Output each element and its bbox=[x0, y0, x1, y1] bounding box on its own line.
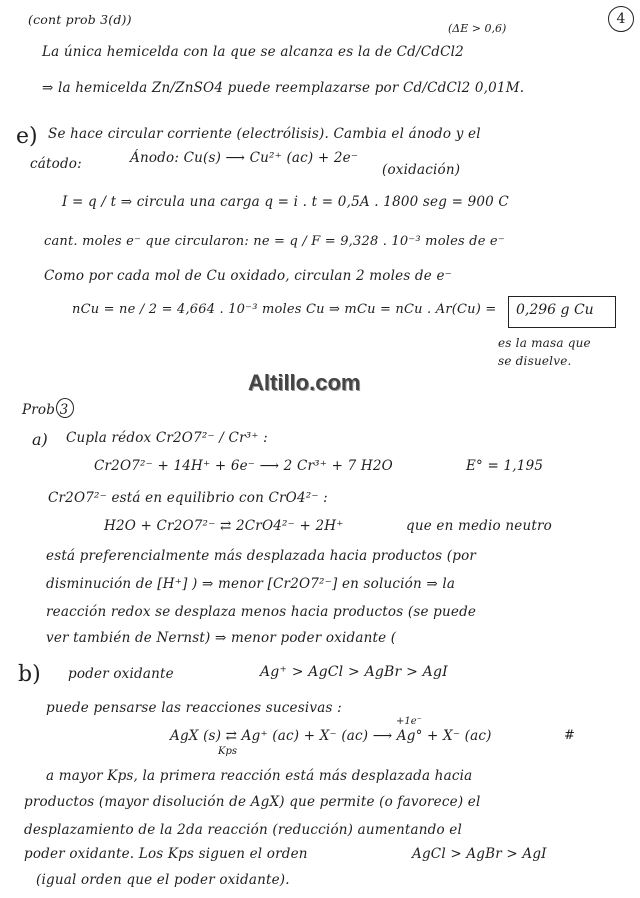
electron-moles-calculation: cant. moles e⁻ que circularon: ne = q / F = 9,328 . 10⁻³ moles de e⁻ bbox=[44, 234, 505, 249]
chromate-equilibrium: H2O + Cr2O7²⁻ ⇄ 2CrO4²⁻ + 2H⁺ bbox=[104, 518, 344, 534]
text-line: ver también de Nernst) ⇒ menor poder oxidante ( bbox=[46, 630, 397, 646]
text-line: está preferencialmente más desplazada hacia productos (por bbox=[46, 548, 477, 564]
text-line: es la masa que bbox=[498, 336, 591, 350]
copper-moles-calculation: nCu = ne / 2 = 4,664 . 10⁻³ moles Cu ⇒ mCu = nCu . Ar(Cu) = bbox=[72, 302, 497, 317]
page-number: 4 bbox=[608, 6, 634, 32]
oxidation-note: (oxidación) bbox=[382, 162, 461, 178]
boxed-result-text: 0,296 g Cu bbox=[516, 302, 594, 318]
prob-3-circle bbox=[56, 398, 74, 418]
text-line: ⇒ la hemicelda Zn/ZnSO4 puede reemplazarse por Cd/CdCl2 0,01M. bbox=[42, 80, 525, 96]
item-b-label: b) bbox=[18, 662, 41, 687]
dichromate-half-reaction: Cr2O7²⁻ + 14H⁺ + 6e⁻ ⟶ 2 Cr³⁺ + 7 H2O bbox=[94, 458, 393, 474]
kps-order: AgCl > AgBr > AgI bbox=[412, 846, 547, 862]
text-line: Como por cada mol de Cu oxidado, circulan 2 moles de e⁻ bbox=[44, 268, 452, 284]
text-line: Cr2O7²⁻ está en equilibrio con CrO4²⁻ : bbox=[48, 490, 328, 506]
text-line: cátodo: bbox=[30, 156, 82, 172]
text-line: se disuelve. bbox=[498, 354, 572, 368]
kps-note: Kps bbox=[218, 746, 238, 757]
watermark: Altillo.com bbox=[248, 370, 361, 395]
text-line: a mayor Kps, la primera reacción está más desplazada hacia bbox=[46, 768, 473, 784]
electron-gain-note: +1e⁻ bbox=[396, 716, 422, 727]
hash-mark: # bbox=[564, 728, 575, 743]
text-line: puede pensarse las reacciones sucesivas : bbox=[46, 700, 342, 716]
prob-3-heading: Prob 3 bbox=[22, 402, 69, 418]
text-line: productos (mayor disolución de AgX) que permite (o favorece) el bbox=[24, 794, 481, 810]
continuation-header: (cont prob 3(d)) bbox=[28, 12, 132, 27]
text-line: reacción redox se desplaza menos hacia productos (se puede bbox=[46, 604, 477, 620]
text-line: Cupla rédox Cr2O7²⁻ / Cr³⁺ : bbox=[66, 430, 268, 446]
delta-e-note: (ΔE > 0,6) bbox=[448, 22, 507, 35]
standard-potential: E° = 1,195 bbox=[466, 458, 544, 474]
text-line: que en medio neutro bbox=[406, 518, 552, 534]
anode-reaction: Ánodo: Cu(s) ⟶ Cu²⁺ (ac) + 2e⁻ bbox=[130, 150, 359, 166]
text-line: poder oxidante. Los Kps siguen el orden bbox=[24, 846, 308, 862]
oxidizing-power-order: Ag⁺ > AgCl > AgBr > AgI bbox=[260, 664, 448, 680]
text-line: La única hemicelda con la que se alcanza es la de Cd/CdCl2 bbox=[42, 44, 464, 60]
text-line: poder oxidante bbox=[68, 666, 174, 682]
text-line: disminución de [H⁺] ) ⇒ menor [Cr2O7²⁻] en solución ⇒ la bbox=[46, 576, 456, 592]
item-a-label: a) bbox=[32, 430, 48, 449]
charge-calculation: I = q / t ⇒ circula una carga q = i . t = 0,5A . 1800 seg = 900 C bbox=[62, 194, 509, 210]
text-line: (igual orden que el poder oxidante). bbox=[36, 872, 290, 888]
text-line: desplazamiento de la 2da reacción (reducción) aumentando el bbox=[24, 822, 462, 838]
successive-reactions: AgX (s) ⇄ Ag⁺ (ac) + X⁻ (ac) ⟶ Ag° + X⁻ (ac) bbox=[170, 728, 492, 744]
item-e-label: e) bbox=[16, 124, 38, 149]
text-line: Se hace circular corriente (electrólisis). Cambia el ánodo y el bbox=[48, 126, 481, 142]
